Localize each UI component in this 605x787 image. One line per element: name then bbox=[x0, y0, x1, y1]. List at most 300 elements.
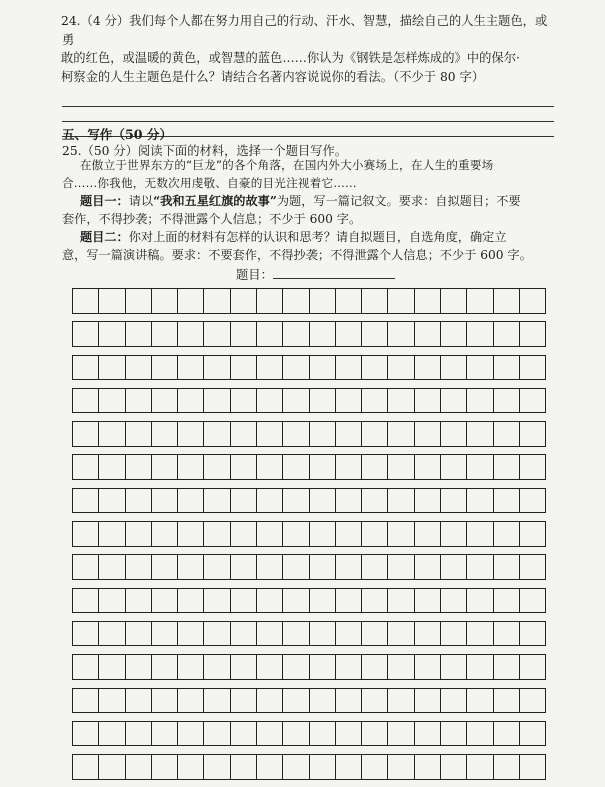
grid-cell[interactable] bbox=[178, 289, 204, 313]
grid-cell[interactable] bbox=[99, 389, 125, 413]
grid-cell[interactable] bbox=[257, 455, 283, 479]
grid-cell[interactable] bbox=[467, 489, 493, 513]
grid-cell[interactable] bbox=[441, 322, 467, 346]
grid-cell[interactable] bbox=[73, 489, 99, 513]
grid-cell[interactable] bbox=[362, 289, 388, 313]
grid-cell[interactable] bbox=[126, 555, 152, 579]
grid-cell[interactable] bbox=[415, 389, 441, 413]
grid-cell[interactable] bbox=[388, 555, 414, 579]
grid-cell[interactable] bbox=[388, 389, 414, 413]
section-title-writing: 五、写作（50 分） bbox=[62, 127, 173, 142]
topic-two-text-1: 你对上面的材料有怎样的认识和思考？请自拟题目，自选角度，确定立 bbox=[128, 230, 507, 244]
grid-cell[interactable] bbox=[73, 755, 99, 779]
grid-cell[interactable] bbox=[494, 722, 520, 746]
grid-cell[interactable] bbox=[283, 589, 309, 613]
grid-cell[interactable] bbox=[73, 455, 99, 479]
grid-cell[interactable] bbox=[178, 755, 204, 779]
grid-cell[interactable] bbox=[204, 722, 230, 746]
grid-cell[interactable] bbox=[99, 422, 125, 446]
topic-two bbox=[62, 229, 558, 264]
grid-cell[interactable] bbox=[362, 455, 388, 479]
grid-cell[interactable] bbox=[257, 289, 283, 313]
grid-cell[interactable] bbox=[520, 455, 546, 479]
answer-line[interactable] bbox=[62, 107, 554, 122]
grid-cell[interactable] bbox=[494, 389, 520, 413]
grid-cell[interactable] bbox=[310, 589, 336, 613]
grid-cell[interactable] bbox=[73, 622, 99, 646]
grid-cell[interactable] bbox=[126, 689, 152, 713]
grid-cell[interactable] bbox=[231, 389, 257, 413]
topic-one-text-a: 请以 bbox=[128, 194, 154, 208]
grid-cell[interactable] bbox=[441, 422, 467, 446]
reading-material bbox=[62, 157, 558, 192]
grid-cell[interactable] bbox=[152, 389, 178, 413]
grid-cell[interactable] bbox=[178, 655, 204, 679]
grid-cell[interactable] bbox=[336, 622, 362, 646]
grid-cell[interactable] bbox=[283, 689, 309, 713]
grid-cell[interactable] bbox=[257, 356, 283, 380]
grid-cell[interactable] bbox=[441, 622, 467, 646]
grid-cell[interactable] bbox=[362, 389, 388, 413]
grid-cell[interactable] bbox=[467, 356, 493, 380]
grid-cell[interactable] bbox=[152, 322, 178, 346]
grid-cell[interactable] bbox=[415, 622, 441, 646]
grid-cell[interactable] bbox=[310, 622, 336, 646]
grid-cell[interactable] bbox=[467, 555, 493, 579]
grid-cell[interactable] bbox=[178, 622, 204, 646]
grid-cell[interactable] bbox=[494, 422, 520, 446]
grid-cell[interactable] bbox=[204, 356, 230, 380]
grid-cell[interactable] bbox=[231, 522, 257, 546]
grid-cell[interactable] bbox=[388, 522, 414, 546]
grid-cell[interactable] bbox=[283, 622, 309, 646]
grid-cell[interactable] bbox=[520, 389, 546, 413]
grid-cell[interactable] bbox=[152, 589, 178, 613]
grid-cell[interactable] bbox=[231, 356, 257, 380]
grid-cell[interactable] bbox=[388, 655, 414, 679]
grid-cell[interactable] bbox=[362, 622, 388, 646]
grid-cell[interactable] bbox=[231, 722, 257, 746]
grid-cell[interactable] bbox=[467, 522, 493, 546]
grid-cell[interactable] bbox=[178, 689, 204, 713]
grid-cell[interactable] bbox=[99, 755, 125, 779]
grid-cell[interactable] bbox=[362, 689, 388, 713]
grid-cell[interactable] bbox=[178, 356, 204, 380]
grid-cell[interactable] bbox=[388, 322, 414, 346]
grid-cell[interactable] bbox=[415, 322, 441, 346]
grid-cell[interactable] bbox=[467, 589, 493, 613]
grid-cell[interactable] bbox=[467, 689, 493, 713]
grid-cell[interactable] bbox=[441, 522, 467, 546]
grid-cell[interactable] bbox=[152, 655, 178, 679]
grid-cell[interactable] bbox=[310, 356, 336, 380]
grid-cell[interactable] bbox=[257, 522, 283, 546]
grid-cell[interactable] bbox=[494, 655, 520, 679]
topic-one-text-b: 为题，写一篇记叙文。要求：自拟题目；不要 bbox=[276, 194, 521, 208]
grid-cell[interactable] bbox=[152, 755, 178, 779]
grid-cell[interactable] bbox=[257, 555, 283, 579]
grid-cell[interactable] bbox=[73, 555, 99, 579]
grid-row bbox=[72, 588, 546, 614]
grid-cell[interactable] bbox=[467, 755, 493, 779]
question-25-intro: 25.（50 分）阅读下面的材料，选择一个题目写作。 bbox=[62, 144, 348, 158]
grid-row bbox=[72, 754, 546, 780]
grid-cell[interactable] bbox=[73, 422, 99, 446]
grid-cell[interactable] bbox=[362, 589, 388, 613]
grid-cell[interactable] bbox=[126, 422, 152, 446]
grid-cell[interactable] bbox=[257, 689, 283, 713]
grid-cell[interactable] bbox=[388, 356, 414, 380]
grid-cell[interactable] bbox=[178, 322, 204, 346]
grid-cell[interactable] bbox=[231, 689, 257, 713]
grid-row bbox=[72, 288, 546, 314]
grid-cell[interactable] bbox=[126, 622, 152, 646]
grid-cell[interactable] bbox=[336, 522, 362, 546]
grid-cell[interactable] bbox=[178, 722, 204, 746]
grid-cell[interactable] bbox=[73, 655, 99, 679]
grid-cell[interactable] bbox=[336, 389, 362, 413]
grid-cell[interactable] bbox=[494, 555, 520, 579]
grid-cell[interactable] bbox=[283, 489, 309, 513]
grid-cell[interactable] bbox=[494, 289, 520, 313]
grid-cell[interactable] bbox=[126, 522, 152, 546]
grid-cell[interactable] bbox=[441, 755, 467, 779]
grid-cell[interactable] bbox=[336, 722, 362, 746]
grid-cell[interactable] bbox=[152, 289, 178, 313]
grid-cell[interactable] bbox=[231, 655, 257, 679]
grid-cell[interactable] bbox=[362, 655, 388, 679]
grid-cell[interactable] bbox=[388, 455, 414, 479]
grid-cell[interactable] bbox=[520, 322, 546, 346]
grid-cell[interactable] bbox=[310, 489, 336, 513]
grid-cell[interactable] bbox=[204, 322, 230, 346]
grid-cell[interactable] bbox=[178, 455, 204, 479]
grid-cell[interactable] bbox=[283, 755, 309, 779]
grid-cell[interactable] bbox=[231, 555, 257, 579]
grid-cell[interactable] bbox=[467, 322, 493, 346]
grid-cell[interactable] bbox=[152, 555, 178, 579]
grid-cell[interactable] bbox=[73, 389, 99, 413]
grid-cell[interactable] bbox=[415, 289, 441, 313]
grid-cell[interactable] bbox=[520, 555, 546, 579]
grid-cell[interactable] bbox=[257, 489, 283, 513]
grid-row bbox=[72, 454, 546, 480]
grid-cell[interactable] bbox=[362, 722, 388, 746]
grid-cell[interactable] bbox=[126, 722, 152, 746]
grid-cell[interactable] bbox=[336, 455, 362, 479]
grid-cell[interactable] bbox=[73, 522, 99, 546]
grid-row bbox=[72, 721, 546, 747]
grid-cell[interactable] bbox=[520, 655, 546, 679]
grid-cell[interactable] bbox=[126, 389, 152, 413]
grid-cell[interactable] bbox=[231, 622, 257, 646]
material-line-1: 在傲立于世界东方的“巨龙”的各个角落，在国内外大小赛场上，在人生的重要场 bbox=[80, 158, 494, 172]
grid-cell[interactable] bbox=[467, 289, 493, 313]
grid-cell[interactable] bbox=[336, 489, 362, 513]
material-line-2: 合……你我他，无数次用虔敬、自豪的目光注视着它…… bbox=[62, 175, 357, 190]
grid-cell[interactable] bbox=[441, 289, 467, 313]
grid-cell[interactable] bbox=[178, 589, 204, 613]
grid-cell[interactable] bbox=[336, 555, 362, 579]
grid-cell[interactable] bbox=[231, 589, 257, 613]
grid-cell[interactable] bbox=[415, 689, 441, 713]
grid-cell[interactable] bbox=[310, 422, 336, 446]
grid-cell[interactable] bbox=[126, 356, 152, 380]
grid-cell[interactable] bbox=[441, 389, 467, 413]
grid-row bbox=[72, 621, 546, 647]
grid-cell[interactable] bbox=[204, 422, 230, 446]
grid-cell[interactable] bbox=[73, 356, 99, 380]
grid-cell[interactable] bbox=[520, 689, 546, 713]
grid-cell[interactable] bbox=[494, 522, 520, 546]
grid-cell[interactable] bbox=[99, 622, 125, 646]
grid-cell[interactable] bbox=[388, 422, 414, 446]
grid-cell[interactable] bbox=[73, 322, 99, 346]
grid-cell[interactable] bbox=[494, 755, 520, 779]
grid-cell[interactable] bbox=[99, 489, 125, 513]
grid-cell[interactable] bbox=[336, 322, 362, 346]
grid-cell[interactable] bbox=[73, 689, 99, 713]
grid-cell[interactable] bbox=[336, 689, 362, 713]
grid-cell[interactable] bbox=[310, 555, 336, 579]
grid-cell[interactable] bbox=[310, 389, 336, 413]
grid-row bbox=[72, 355, 546, 381]
grid-cell[interactable] bbox=[415, 422, 441, 446]
grid-cell[interactable] bbox=[362, 322, 388, 346]
grid-cell[interactable] bbox=[152, 489, 178, 513]
grid-row bbox=[72, 421, 546, 447]
grid-cell[interactable] bbox=[310, 522, 336, 546]
grid-cell[interactable] bbox=[231, 755, 257, 779]
grid-cell[interactable] bbox=[204, 455, 230, 479]
grid-cell[interactable] bbox=[388, 755, 414, 779]
grid-cell[interactable] bbox=[99, 689, 125, 713]
grid-cell[interactable] bbox=[415, 356, 441, 380]
grid-cell[interactable] bbox=[362, 522, 388, 546]
grid-row bbox=[72, 488, 546, 514]
grid-cell[interactable] bbox=[520, 755, 546, 779]
grid-cell[interactable] bbox=[283, 356, 309, 380]
grid-cell[interactable] bbox=[73, 289, 99, 313]
grid-cell[interactable] bbox=[257, 322, 283, 346]
grid-cell[interactable] bbox=[336, 289, 362, 313]
grid-cell[interactable] bbox=[388, 489, 414, 513]
grid-cell[interactable] bbox=[388, 722, 414, 746]
grid-cell[interactable] bbox=[441, 356, 467, 380]
grid-cell[interactable] bbox=[257, 422, 283, 446]
grid-cell[interactable] bbox=[362, 755, 388, 779]
grid-cell[interactable] bbox=[441, 589, 467, 613]
grid-cell[interactable] bbox=[283, 422, 309, 446]
grid-cell[interactable] bbox=[494, 589, 520, 613]
grid-cell[interactable] bbox=[178, 522, 204, 546]
grid-cell[interactable] bbox=[415, 555, 441, 579]
grid-cell[interactable] bbox=[494, 356, 520, 380]
grid-cell[interactable] bbox=[152, 622, 178, 646]
grid-cell[interactable] bbox=[310, 455, 336, 479]
grid-cell[interactable] bbox=[126, 655, 152, 679]
grid-cell[interactable] bbox=[257, 722, 283, 746]
grid-row bbox=[72, 688, 546, 714]
grid-cell[interactable] bbox=[178, 422, 204, 446]
grid-cell[interactable] bbox=[99, 655, 125, 679]
grid-cell[interactable] bbox=[257, 655, 283, 679]
grid-cell[interactable] bbox=[467, 422, 493, 446]
grid-cell[interactable] bbox=[310, 755, 336, 779]
grid-cell[interactable] bbox=[520, 489, 546, 513]
grid-cell[interactable] bbox=[494, 689, 520, 713]
grid-cell[interactable] bbox=[415, 589, 441, 613]
grid-cell[interactable] bbox=[494, 455, 520, 479]
grid-cell[interactable] bbox=[283, 289, 309, 313]
grid-cell[interactable] bbox=[178, 389, 204, 413]
grid-row bbox=[72, 654, 546, 680]
essay-title-blank[interactable] bbox=[273, 267, 395, 279]
grid-cell[interactable] bbox=[415, 722, 441, 746]
grid-cell[interactable] bbox=[310, 322, 336, 346]
grid-cell[interactable] bbox=[204, 289, 230, 313]
question-24 bbox=[62, 12, 554, 137]
grid-cell[interactable] bbox=[99, 455, 125, 479]
grid-cell[interactable] bbox=[204, 655, 230, 679]
grid-cell[interactable] bbox=[362, 489, 388, 513]
grid-cell[interactable] bbox=[99, 322, 125, 346]
grid-cell[interactable] bbox=[467, 455, 493, 479]
grid-cell[interactable] bbox=[152, 722, 178, 746]
grid-cell[interactable] bbox=[336, 655, 362, 679]
grid-cell[interactable] bbox=[336, 422, 362, 446]
grid-cell[interactable] bbox=[388, 589, 414, 613]
grid-cell[interactable] bbox=[415, 455, 441, 479]
grid-cell[interactable] bbox=[126, 589, 152, 613]
grid-cell[interactable] bbox=[257, 389, 283, 413]
grid-cell[interactable] bbox=[441, 722, 467, 746]
grid-cell[interactable] bbox=[152, 522, 178, 546]
grid-cell[interactable] bbox=[310, 689, 336, 713]
grid-cell[interactable] bbox=[388, 289, 414, 313]
grid-cell[interactable] bbox=[415, 755, 441, 779]
grid-cell[interactable] bbox=[494, 489, 520, 513]
grid-cell[interactable] bbox=[310, 289, 336, 313]
grid-cell[interactable] bbox=[126, 455, 152, 479]
grid-cell[interactable] bbox=[99, 522, 125, 546]
grid-cell[interactable] bbox=[283, 722, 309, 746]
grid-cell[interactable] bbox=[257, 589, 283, 613]
grid-cell[interactable] bbox=[231, 489, 257, 513]
grid-cell[interactable] bbox=[415, 522, 441, 546]
grid-cell[interactable] bbox=[520, 522, 546, 546]
grid-cell[interactable] bbox=[520, 622, 546, 646]
grid-cell[interactable] bbox=[231, 422, 257, 446]
grid-cell[interactable] bbox=[204, 689, 230, 713]
grid-cell[interactable] bbox=[441, 455, 467, 479]
writing-grid[interactable] bbox=[72, 288, 546, 787]
grid-cell[interactable] bbox=[99, 589, 125, 613]
grid-cell[interactable] bbox=[467, 622, 493, 646]
essay-title-row bbox=[236, 265, 395, 283]
grid-cell[interactable] bbox=[99, 722, 125, 746]
grid-cell[interactable] bbox=[73, 589, 99, 613]
grid-cell[interactable] bbox=[204, 555, 230, 579]
grid-cell[interactable] bbox=[231, 322, 257, 346]
grid-cell[interactable] bbox=[520, 589, 546, 613]
grid-cell[interactable] bbox=[362, 555, 388, 579]
grid-cell[interactable] bbox=[362, 422, 388, 446]
grid-cell[interactable] bbox=[204, 589, 230, 613]
grid-cell[interactable] bbox=[257, 755, 283, 779]
grid-cell[interactable] bbox=[152, 356, 178, 380]
grid-cell[interactable] bbox=[310, 722, 336, 746]
grid-cell[interactable] bbox=[520, 356, 546, 380]
grid-cell[interactable] bbox=[283, 455, 309, 479]
grid-cell[interactable] bbox=[520, 289, 546, 313]
grid-cell[interactable] bbox=[441, 555, 467, 579]
grid-cell[interactable] bbox=[178, 555, 204, 579]
topic-one bbox=[62, 193, 558, 228]
grid-cell[interactable] bbox=[336, 356, 362, 380]
grid-cell[interactable] bbox=[152, 422, 178, 446]
grid-cell[interactable] bbox=[204, 522, 230, 546]
grid-cell[interactable] bbox=[441, 489, 467, 513]
grid-cell[interactable] bbox=[283, 389, 309, 413]
grid-cell[interactable] bbox=[494, 622, 520, 646]
grid-cell[interactable] bbox=[415, 655, 441, 679]
grid-cell[interactable] bbox=[494, 322, 520, 346]
grid-cell[interactable] bbox=[257, 622, 283, 646]
grid-cell[interactable] bbox=[126, 289, 152, 313]
topic-two-line-2: 意，写一篇演讲稿。要求：不要套作，不得抄袭；不得泄露个人信息；不少于 600 字。 bbox=[62, 247, 532, 262]
grid-cell[interactable] bbox=[204, 389, 230, 413]
grid-cell[interactable] bbox=[152, 455, 178, 479]
grid-cell[interactable] bbox=[310, 655, 336, 679]
grid-cell[interactable] bbox=[520, 422, 546, 446]
grid-cell[interactable] bbox=[283, 555, 309, 579]
grid-cell[interactable] bbox=[231, 455, 257, 479]
grid-cell[interactable] bbox=[231, 289, 257, 313]
answer-line[interactable] bbox=[62, 92, 554, 107]
grid-cell[interactable] bbox=[126, 489, 152, 513]
grid-cell[interactable] bbox=[204, 755, 230, 779]
grid-cell[interactable] bbox=[99, 289, 125, 313]
grid-cell[interactable] bbox=[204, 489, 230, 513]
topic-two-label: 题目二： bbox=[80, 230, 129, 244]
grid-cell[interactable] bbox=[178, 489, 204, 513]
grid-cell[interactable] bbox=[126, 322, 152, 346]
grid-cell[interactable] bbox=[99, 555, 125, 579]
grid-cell[interactable] bbox=[283, 655, 309, 679]
grid-cell[interactable] bbox=[362, 356, 388, 380]
grid-cell[interactable] bbox=[99, 356, 125, 380]
grid-cell[interactable] bbox=[441, 655, 467, 679]
grid-cell[interactable] bbox=[126, 755, 152, 779]
grid-cell[interactable] bbox=[467, 655, 493, 679]
grid-cell[interactable] bbox=[441, 689, 467, 713]
grid-cell[interactable] bbox=[204, 622, 230, 646]
grid-cell[interactable] bbox=[467, 389, 493, 413]
grid-cell[interactable] bbox=[388, 622, 414, 646]
grid-cell[interactable] bbox=[467, 722, 493, 746]
grid-cell[interactable] bbox=[415, 489, 441, 513]
grid-cell[interactable] bbox=[336, 589, 362, 613]
grid-cell[interactable] bbox=[336, 755, 362, 779]
grid-cell[interactable] bbox=[388, 689, 414, 713]
grid-cell[interactable] bbox=[283, 522, 309, 546]
q24-text-line-2: 敢的红色，或温暖的黄色，或智慧的蓝色……你认为《钢铁是怎样炼成的》中的保尔· bbox=[61, 51, 520, 65]
grid-cell[interactable] bbox=[73, 722, 99, 746]
grid-cell[interactable] bbox=[152, 689, 178, 713]
grid-cell[interactable] bbox=[520, 722, 546, 746]
grid-cell[interactable] bbox=[283, 322, 309, 346]
